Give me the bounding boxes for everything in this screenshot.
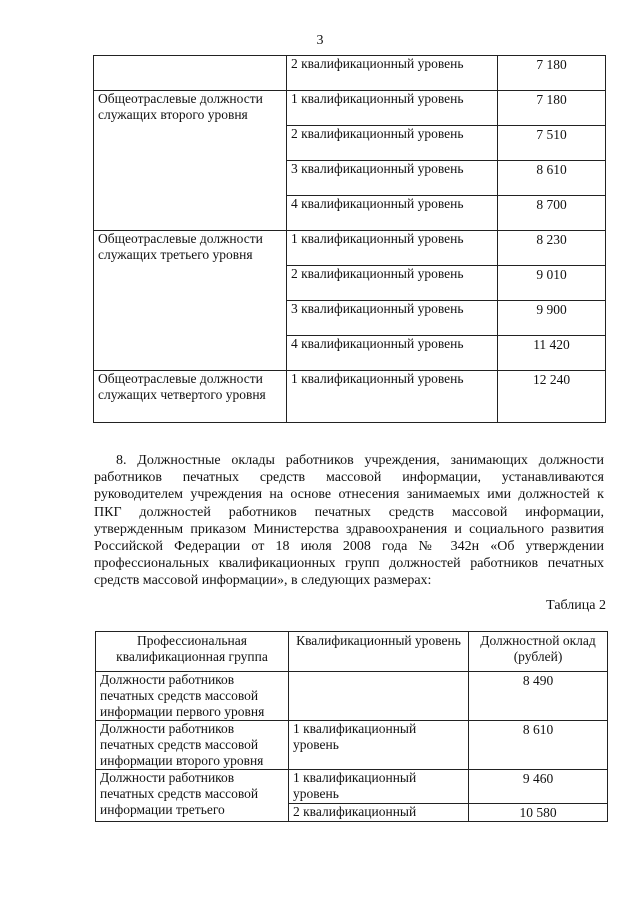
table-row — [96, 672, 608, 721]
level-cell: 4 квалификационный уровень — [287, 336, 498, 371]
group-cell: Общеотраслевые должности служащих второго уровня — [94, 91, 287, 231]
group-cell — [94, 56, 287, 91]
table-row — [96, 770, 608, 804]
header-group: Профессиональная квалификационная группа — [96, 632, 289, 672]
salary-cell: 8 700 — [498, 196, 606, 231]
table-row — [94, 371, 606, 423]
level-cell: 1 квалификационный уровень — [289, 721, 469, 770]
level-cell: 4 квалификационный уровень — [287, 196, 498, 231]
group-cell: Должности работников печатных средств массовой информации третьего — [96, 770, 289, 822]
salary-table-2 — [95, 631, 608, 822]
salary-cell: 8 490 — [469, 672, 608, 721]
level-cell: 2 квалификационный уровень — [287, 266, 498, 301]
table-header-row — [96, 632, 608, 672]
level-cell: 2 квалификационный — [289, 804, 469, 822]
salary-cell: 10 580 — [469, 804, 608, 822]
salary-cell: 7 180 — [498, 56, 606, 91]
table-row — [94, 231, 606, 266]
page-number: 3 — [316, 33, 324, 48]
salary-cell: 8 610 — [498, 161, 606, 196]
level-cell: 3 квалификационный уровень — [287, 301, 498, 336]
salary-cell: 9 900 — [498, 301, 606, 336]
group-cell: Должности работников печатных средств массовой информации первого уровня — [96, 672, 289, 721]
salary-cell: 8 610 — [469, 721, 608, 770]
level-cell: 2 квалификационный уровень — [287, 126, 498, 161]
table-row — [94, 56, 606, 91]
level-cell — [289, 672, 469, 721]
header-salary: Должностной оклад (рублей) — [469, 632, 608, 672]
group-cell: Должности работников печатных средств массовой информации второго уровня — [96, 721, 289, 770]
salary-cell: 9 460 — [469, 770, 608, 804]
level-cell: 1 квалификационный уровень — [287, 371, 498, 423]
salary-cell: 7 180 — [498, 91, 606, 126]
level-cell: 1 квалификационный уровень — [287, 231, 498, 266]
table-caption: Таблица 2 — [546, 598, 606, 613]
level-cell: 3 квалификационный уровень — [287, 161, 498, 196]
level-cell: 1 квалификационный уровень — [287, 91, 498, 126]
group-cell: Общеотраслевые должности служащих третьего уровня — [94, 231, 287, 371]
table-row — [96, 721, 608, 770]
header-level: Квалификационный уровень — [289, 632, 469, 672]
salary-cell: 7 510 — [498, 126, 606, 161]
level-cell: 2 квалификационный уровень — [287, 56, 498, 91]
table-row — [94, 91, 606, 126]
salary-table-1 — [93, 55, 606, 423]
salary-cell: 8 230 — [498, 231, 606, 266]
level-cell: 1 квалификационный уровень — [289, 770, 469, 804]
salary-cell: 11 420 — [498, 336, 606, 371]
paragraph-8: 8. Должностные оклады работников учреждения, занимающих должности работников печатных средств массовой информации, устанавливаются руководителем учреждения на основе отнесения занимаемых ими должностей к ПКГ должностей работников печатных средств массовой информации, утвержденным приказом Министерства здравоохранения и социального развития Российской Федерации от 18 июля 2008 года № 342н «Об утверждении профессиональных квалификационных групп должностей работников печатных средств массовой информации», в следующих размерах: — [94, 453, 604, 589]
salary-cell: 9 010 — [498, 266, 606, 301]
group-cell: Общеотраслевые должности служащих четвертого уровня — [94, 371, 287, 423]
salary-cell: 12 240 — [498, 371, 606, 423]
